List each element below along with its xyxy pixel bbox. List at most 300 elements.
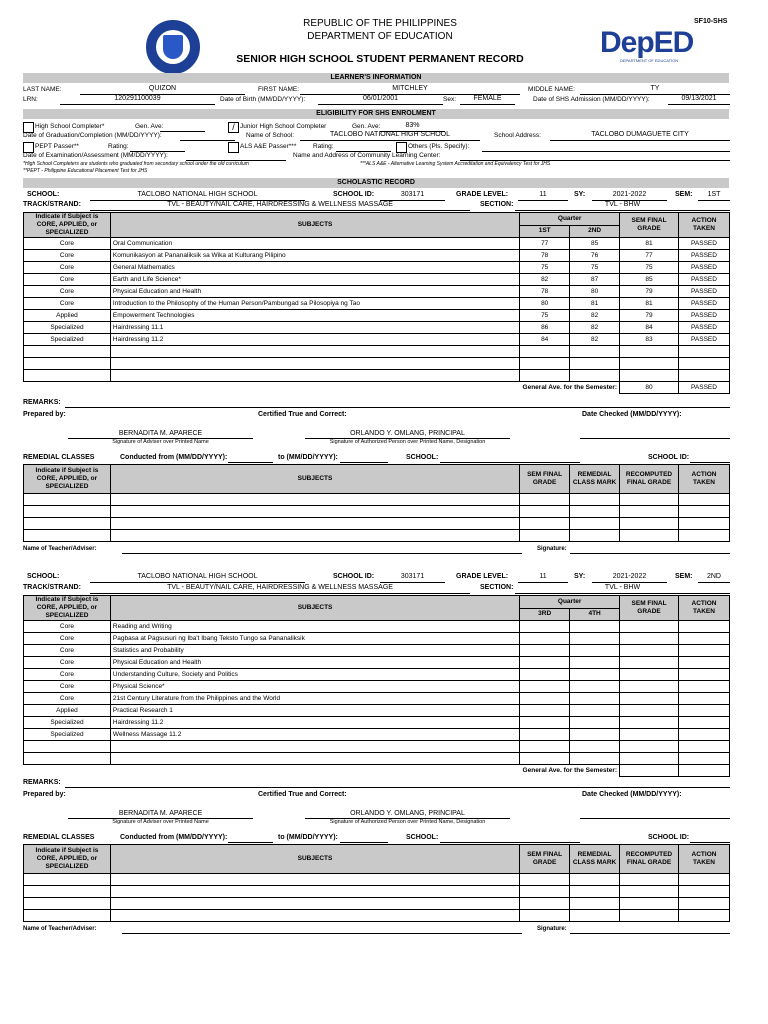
table-row (24, 262, 730, 274)
last-name-label: LAST NAME: (23, 86, 62, 93)
remedial1-school-id-label: SCHOOL ID: (648, 454, 690, 461)
rating-label-1: Rating: (108, 143, 129, 150)
table-row (24, 310, 730, 322)
quarter1-grade-cell: 84 (520, 334, 570, 346)
subject-type-cell: Specialized (24, 717, 111, 729)
subject-name-cell: Physical Education and Health (110, 657, 519, 669)
remedial1-signature-label: Signature: (537, 546, 567, 552)
sem2-sy-value: 2021-2022 (612, 573, 647, 580)
first-name-value: MITCHLEY (392, 85, 428, 92)
quarter1-grade-cell (520, 346, 570, 358)
subject-name-cell: Physical Science* (110, 681, 519, 693)
remedial1-title: REMEDIAL CLASSES (23, 454, 95, 461)
sem1-sem-value: 1ST (707, 191, 721, 198)
quarter2-grade-cell: 87 (570, 274, 620, 286)
quarter1-grade-cell (520, 693, 570, 705)
form-code: SF10-SHS (694, 18, 728, 25)
subject-name-cell: Hairdressing 11.2 (110, 717, 519, 729)
subject-type-cell: Core (24, 621, 111, 633)
table-row (24, 633, 730, 645)
quarter1-grade-cell (520, 669, 570, 681)
subject-type-cell: Core (24, 693, 111, 705)
remedial2-teacher-label: Name of Teacher/Adviser: (23, 926, 97, 932)
final-grade-cell (620, 705, 679, 717)
final-grade-cell: 79 (620, 286, 679, 298)
quarter1-grade-cell (520, 753, 570, 765)
department-heading: DEPARTMENT OF EDUCATION (307, 31, 453, 42)
table-row (24, 753, 730, 765)
sem1-sy-value: 2021-2022 (612, 191, 647, 198)
subject-name-cell (110, 358, 519, 370)
final-grade-cell: 81 (620, 238, 679, 250)
quarter1-grade-cell (520, 358, 570, 370)
action-taken-cell (679, 633, 730, 645)
sem1-section-label: SECTION: (480, 201, 514, 208)
hs-completer-label: High School Completer* (35, 123, 105, 130)
sem2-header-row (24, 596, 730, 609)
sem2-section-label: SECTION: (480, 584, 514, 591)
final-grade-cell: 85 (620, 274, 679, 286)
final-grade-cell: 81 (620, 298, 679, 310)
subject-name-cell: Statistics and Probability (110, 645, 519, 657)
first-name-label: FIRST NAME: (258, 86, 300, 93)
sem1-grade-level-value: 11 (539, 191, 547, 198)
action-taken-cell (679, 645, 730, 657)
quarter1-grade-cell (520, 681, 570, 693)
remedial2-col-subjects: SUBJECTS (110, 845, 519, 874)
remedial1-col-subjects: SUBJECTS (110, 465, 519, 494)
clc-label: Name and Address of Community Learning Center: (293, 152, 441, 159)
subject-name-cell: General Mathematics (110, 262, 519, 274)
final-grade-cell (620, 741, 679, 753)
final-grade-cell (620, 645, 679, 657)
sem1-general-average-row (24, 382, 730, 394)
sem1-adviser-caption: Signature of Adviser over Printed Name (112, 439, 209, 445)
sem2-certified-label: Certified True and Correct: (258, 791, 347, 798)
sem2-col-q2: 4TH (570, 608, 620, 621)
final-grade-cell (620, 621, 679, 633)
quarter2-grade-cell: 82 (570, 334, 620, 346)
subject-type-cell: Specialized (24, 334, 111, 346)
subject-name-cell: Practical Research 1 (110, 705, 519, 717)
quarter1-grade-cell (520, 621, 570, 633)
final-grade-cell (620, 370, 679, 382)
remedial2-to-label: to (MM/DD/YYYY): (278, 834, 338, 841)
subject-type-cell: Core (24, 298, 111, 310)
others-label: Others (Pls. Specify): (408, 143, 470, 150)
table-row (24, 717, 730, 729)
table-row (24, 506, 730, 518)
table-row (24, 346, 730, 358)
table-row (24, 370, 730, 382)
remedial2-conducted-label: Conducted from (MM/DD/YYYY): (120, 834, 228, 841)
sem2-principal-caption: Signature of Authorized Person over Printed Name, Designation (329, 819, 486, 825)
final-grade-cell (620, 681, 679, 693)
table-row (24, 910, 730, 922)
sem2-school-id-value: 303171 (400, 573, 425, 580)
middle-name-value: TY (650, 85, 660, 92)
last-name-value: QUIZON (148, 85, 177, 92)
quarter1-grade-cell: 78 (520, 250, 570, 262)
final-grade-cell (620, 729, 679, 741)
note-pept: **PEPT - Philippine Educational Placement Test for JHS (23, 168, 148, 174)
sem2-col-subjects: SUBJECTS (110, 596, 519, 621)
sem1-col-action: ACTION TAKEN (679, 213, 730, 238)
subject-type-cell (24, 741, 111, 753)
sem1-certified-label: Certified True and Correct: (258, 411, 347, 418)
final-grade-cell (620, 717, 679, 729)
sem2-sem-value: 2ND (706, 573, 721, 580)
subject-type-cell: Core (24, 250, 111, 262)
sem2-sem-label: SEM: (675, 573, 693, 580)
sex-value: FEMALE (473, 95, 502, 102)
table-row (24, 886, 730, 898)
action-taken-cell (679, 705, 730, 717)
als-label: ALS A&E Passer*** (240, 143, 297, 150)
lrn-value: 120291100039 (114, 95, 161, 102)
middle-name-label: MIDDLE NAME: (528, 86, 575, 93)
sem2-track-value: TVL - BEAUTY/NAIL CARE, HAIRDRESSING & WELLNESS MASSAGE (167, 584, 393, 591)
sem2-grade-level-value: 11 (539, 573, 547, 580)
table-row (24, 286, 730, 298)
action-taken-cell (679, 741, 730, 753)
table-row (24, 657, 730, 669)
sem1-track-value: TVL - BEAUTY/NAIL CARE, HAIRDRESSING & WELLNESS MASSAGE (167, 201, 393, 208)
sem2-section-value: TVL - BHW (604, 584, 641, 591)
table-row (24, 621, 730, 633)
sem2-general-average-row (24, 765, 730, 777)
sem1-school-id-label: SCHOOL ID: (333, 191, 375, 198)
lrn-label: LRN: (23, 96, 38, 103)
sem1-grade-level-label: GRADE LEVEL: (456, 191, 509, 198)
sem2-col-action: ACTION TAKEN (679, 596, 730, 621)
remedial1-header-row (24, 465, 730, 494)
sem1-col-subjects: SUBJECTS (110, 213, 519, 238)
action-taken-cell (679, 358, 730, 370)
sem2-date-checked-label: Date Checked (MM/DD/YYYY): (582, 791, 682, 798)
subject-type-cell: Core (24, 633, 111, 645)
subject-name-cell: Komunikasyon at Pananaliksik sa Wika at Kulturang Pilipino (110, 250, 519, 262)
sem2-adviser-caption: Signature of Adviser over Printed Name (112, 819, 209, 825)
subject-name-cell: Earth and Life Science* (110, 274, 519, 286)
subject-type-cell: Core (24, 286, 111, 298)
final-grade-cell (620, 753, 679, 765)
quarter2-grade-cell: 75 (570, 262, 620, 274)
note-hs-completers: *High School Completers are students who graduated from secondary school under the old curriculum (23, 161, 249, 167)
table-row (24, 250, 730, 262)
sem1-adviser-name: BERNADITA M. APARECE (118, 430, 203, 437)
sem2-remarks-label: REMARKS: (23, 779, 61, 786)
quarter2-grade-cell (570, 741, 620, 753)
quarter2-grade-cell: 80 (570, 286, 620, 298)
remedial1-col-final: SEM FINAL GRADE (520, 465, 570, 494)
remedial2-title: REMEDIAL CLASSES (23, 834, 95, 841)
subject-type-cell (24, 346, 111, 358)
quarter2-grade-cell (570, 705, 620, 717)
subject-name-cell: Introduction to the Philosophy of the Human Person/Pambungad sa Pilosopiya ng Tao (110, 298, 519, 310)
sem1-section-value: TVL - BHW (604, 201, 641, 208)
sem1-gen-ave-label: General Ave. for the Semester: (24, 382, 620, 394)
subject-type-cell: Core (24, 262, 111, 274)
quarter1-grade-cell: 86 (520, 322, 570, 334)
action-taken-cell (679, 753, 730, 765)
admission-date-value: 09/13/2021 (681, 95, 717, 102)
table-row (24, 358, 730, 370)
action-taken-cell (679, 346, 730, 358)
sem1-grades-table (23, 212, 730, 394)
final-grade-cell: 75 (620, 262, 679, 274)
subject-name-cell: Hairdressing 11.1 (110, 322, 519, 334)
subject-type-cell: Specialized (24, 729, 111, 741)
table-row (24, 645, 730, 657)
dob-value: 06/01/2001 (362, 95, 399, 102)
action-taken-cell: PASSED (679, 322, 730, 334)
table-row (24, 298, 730, 310)
quarter1-grade-cell (520, 705, 570, 717)
quarter2-grade-cell (570, 358, 620, 370)
sem2-gen-ave-label: General Ave. for the Semester: (24, 765, 620, 777)
table-row (24, 334, 730, 346)
sem1-prepared-by-label: Prepared by: (23, 411, 66, 418)
sem1-school-label: SCHOOL: (27, 191, 60, 198)
sem1-sem-label: SEM: (675, 191, 693, 198)
remedial2-col-recomputed: RECOMPUTED FINAL GRADE (620, 845, 679, 874)
remedial1-conducted-label: Conducted from (MM/DD/YYYY): (120, 454, 228, 461)
quarter1-grade-cell (520, 633, 570, 645)
table-row (24, 530, 730, 542)
table-row (24, 238, 730, 250)
subject-type-cell: Specialized (24, 322, 111, 334)
quarter2-grade-cell: 81 (570, 298, 620, 310)
final-grade-cell: 79 (620, 310, 679, 322)
quarter1-grade-cell: 82 (520, 274, 570, 286)
quarter2-grade-cell (570, 681, 620, 693)
quarter2-grade-cell (570, 633, 620, 645)
remedial2-col-action: ACTION TAKEN (679, 845, 730, 874)
sem2-adviser-name: BERNADITA M. APARECE (118, 810, 203, 817)
table-row (24, 494, 730, 506)
subject-type-cell: Core (24, 238, 111, 250)
quarter2-grade-cell (570, 645, 620, 657)
sem1-col-final: SEM FINAL GRADE (620, 213, 679, 238)
remedial1-col-remedial: REMEDIAL CLASS MARK (570, 465, 620, 494)
school-address-label: School Address: (494, 132, 541, 139)
table-row (24, 669, 730, 681)
quarter2-grade-cell: 76 (570, 250, 620, 262)
subject-name-cell: Understanding Culture, Society and Politics (110, 669, 519, 681)
subject-type-cell (24, 370, 111, 382)
note-als: ***ALS A&E - Alternative Learning System Accreditation and Equivalency Test for JHS (360, 161, 551, 167)
subject-name-cell: Pagbasa at Pagsusuri ng Iba't Ibang Teksto Tungo sa Pananaliksik (110, 633, 519, 645)
gen-ave-label-2: Gen. Ave: (352, 123, 381, 130)
final-grade-cell (620, 633, 679, 645)
sem2-track-label: TRACK/STRAND: (23, 584, 81, 591)
subject-type-cell: Applied (24, 310, 111, 322)
subject-type-cell (24, 358, 111, 370)
subject-type-cell (24, 753, 111, 765)
quarter2-grade-cell (570, 729, 620, 741)
sem1-col-type: Indicate if Subject is CORE, APPLIED, or SPECIALIZED (24, 213, 111, 238)
quarter2-grade-cell (570, 717, 620, 729)
sem1-principal-caption: Signature of Authorized Person over Printed Name, Designation (329, 439, 486, 445)
sem2-prepared-by-label: Prepared by: (23, 791, 66, 798)
dob-label: Date of Birth (MM/DD/YYYY): (220, 96, 306, 103)
remedial1-table (23, 464, 730, 542)
action-taken-cell (679, 693, 730, 705)
deped-seal-logo (146, 20, 200, 74)
table-row (24, 741, 730, 753)
remedial2-school-label: SCHOOL: (406, 834, 439, 841)
subject-name-cell (110, 370, 519, 382)
table-row (24, 898, 730, 910)
deped-logo (600, 28, 730, 64)
subject-name-cell: 21st Century Literature from the Philippines and the World (110, 693, 519, 705)
table-row (24, 322, 730, 334)
subject-type-cell: Core (24, 669, 111, 681)
final-grade-cell (620, 669, 679, 681)
als-checkbox[interactable] (228, 142, 239, 153)
action-taken-cell: PASSED (679, 298, 730, 310)
quarter2-grade-cell (570, 669, 620, 681)
quarter1-grade-cell: 80 (520, 298, 570, 310)
sem1-sy-label: SY: (574, 191, 586, 198)
remedial2-school-id-label: SCHOOL ID: (648, 834, 690, 841)
quarter1-grade-cell (520, 729, 570, 741)
quarter2-grade-cell: 82 (570, 310, 620, 322)
sem2-principal-name: ORLANDO Y. OMLANG, PRINCIPAL (350, 810, 465, 817)
action-taken-cell (679, 729, 730, 741)
action-taken-cell (679, 370, 730, 382)
final-grade-cell: 77 (620, 250, 679, 262)
table-row (24, 518, 730, 530)
action-taken-cell (679, 669, 730, 681)
sem1-track-label: TRACK/STRAND: (23, 201, 81, 208)
subject-type-cell: Core (24, 681, 111, 693)
sem2-gen-ave-value (620, 765, 679, 777)
table-row (24, 274, 730, 286)
sem1-school-id-value: 303171 (400, 191, 425, 198)
sem2-gen-ave-action (679, 765, 730, 777)
sem2-sy-label: SY: (574, 573, 586, 580)
remedial2-col-final: SEM FINAL GRADE (520, 845, 570, 874)
republic-heading: REPUBLIC OF THE PHILIPPINES (303, 18, 457, 29)
action-taken-cell: PASSED (679, 334, 730, 346)
eligibility-title: ELIGIBILITY FOR SHS ENROLMENT (23, 109, 729, 119)
exam-date-label: Date of Examination/Assessment (MM/DD/YYYY): (23, 152, 168, 159)
quarter2-grade-cell (570, 657, 620, 669)
subject-name-cell (110, 741, 519, 753)
sem2-school-label: SCHOOL: (27, 573, 60, 580)
action-taken-cell (679, 657, 730, 669)
table-row (24, 681, 730, 693)
remedial2-col-type: Indicate if Subject is CORE, APPLIED, or SPECIALIZED (24, 845, 111, 874)
table-row (24, 874, 730, 886)
sem2-grades-table (23, 595, 730, 777)
quarter1-grade-cell: 77 (520, 238, 570, 250)
jhs-completer-label: Junior High School Completer (240, 123, 327, 130)
remedial1-col-type: Indicate if Subject is CORE, APPLIED, or SPECIALIZED (24, 465, 111, 494)
quarter1-grade-cell (520, 717, 570, 729)
subject-name-cell: Physical Education and Health (110, 286, 519, 298)
quarter1-grade-cell: 75 (520, 262, 570, 274)
sem1-header-row (24, 213, 730, 226)
remedial1-col-recomputed: RECOMPUTED FINAL GRADE (620, 465, 679, 494)
school-address-value: TACLOBO DUMAGUETE CITY (591, 131, 689, 138)
subject-name-cell: Oral Communication (110, 238, 519, 250)
remedial2-col-remedial: REMEDIAL CLASS MARK (570, 845, 620, 874)
subject-name-cell: Hairdressing 11.2 (110, 334, 519, 346)
action-taken-cell (679, 717, 730, 729)
final-grade-cell (620, 693, 679, 705)
sem1-principal-name: ORLANDO Y. OMLANG, PRINCIPAL (350, 430, 465, 437)
final-grade-cell (620, 358, 679, 370)
sem1-school-value: TACLOBO NATIONAL HIGH SCHOOL (137, 191, 258, 198)
sem2-col-q1: 3RD (520, 608, 570, 621)
sem2-col-type: Indicate if Subject is CORE, APPLIED, or SPECIALIZED (24, 596, 111, 621)
subject-name-cell: Empowerment Technologies (110, 310, 519, 322)
sem1-col-q2: 2ND (570, 225, 620, 238)
sem1-col-q1: 1ST (520, 225, 570, 238)
quarter2-grade-cell (570, 753, 620, 765)
page-title: SENIOR HIGH SCHOOL STUDENT PERMANENT RECORD (236, 53, 524, 65)
sem1-date-checked-label: Date Checked (MM/DD/YYYY): (582, 411, 682, 418)
quarter2-grade-cell (570, 693, 620, 705)
rating-label-2: Rating: (313, 143, 334, 150)
quarter2-grade-cell (570, 370, 620, 382)
gen-ave-value: 83% (405, 122, 420, 129)
quarter2-grade-cell: 82 (570, 322, 620, 334)
sem2-col-final: SEM FINAL GRADE (620, 596, 679, 621)
quarter2-grade-cell (570, 621, 620, 633)
sem2-school-value: TACLOBO NATIONAL HIGH SCHOOL (137, 573, 258, 580)
scholastic-record-title: SCHOLASTIC RECORD (23, 178, 729, 188)
action-taken-cell: PASSED (679, 286, 730, 298)
jhs-completer-checkbox[interactable]: / (228, 122, 239, 133)
quarter1-grade-cell: 75 (520, 310, 570, 322)
quarter1-grade-cell: 78 (520, 286, 570, 298)
subject-type-cell: Applied (24, 705, 111, 717)
remedial2-signature-label: Signature: (537, 926, 567, 932)
sem2-grade-level-label: GRADE LEVEL: (456, 573, 509, 580)
sem2-col-quarter: Quarter (520, 596, 620, 609)
final-grade-cell (620, 346, 679, 358)
grad-date-label: Date of Graduation/Completion (MM/DD/YYYY): (23, 132, 162, 139)
sem1-col-quarter: Quarter (520, 213, 620, 226)
pept-label: PEPT Passer** (35, 143, 79, 150)
final-grade-cell: 84 (620, 322, 679, 334)
remedial2-header-row (24, 845, 730, 874)
quarter1-grade-cell (520, 741, 570, 753)
quarter2-grade-cell: 85 (570, 238, 620, 250)
subject-name-cell: Wellness Massage 11.2 (110, 729, 519, 741)
learner-info-title: LEARNER'S INFORMATION (23, 73, 729, 83)
action-taken-cell: PASSED (679, 250, 730, 262)
subject-type-cell: Core (24, 274, 111, 286)
remedial1-school-label: SCHOOL: (406, 454, 439, 461)
subject-type-cell: Core (24, 657, 111, 669)
table-row (24, 705, 730, 717)
remedial2-table (23, 844, 730, 922)
sem2-school-id-label: SCHOOL ID: (333, 573, 375, 580)
action-taken-cell (679, 681, 730, 693)
action-taken-cell: PASSED (679, 274, 730, 286)
gen-ave-label-1: Gen. Ave: (135, 123, 164, 130)
remedial1-to-label: to (MM/DD/YYYY): (278, 454, 338, 461)
action-taken-cell: PASSED (679, 262, 730, 274)
remedial1-teacher-label: Name of Teacher/Adviser: (23, 546, 97, 552)
quarter1-grade-cell (520, 657, 570, 669)
remedial1-col-action: ACTION TAKEN (679, 465, 730, 494)
